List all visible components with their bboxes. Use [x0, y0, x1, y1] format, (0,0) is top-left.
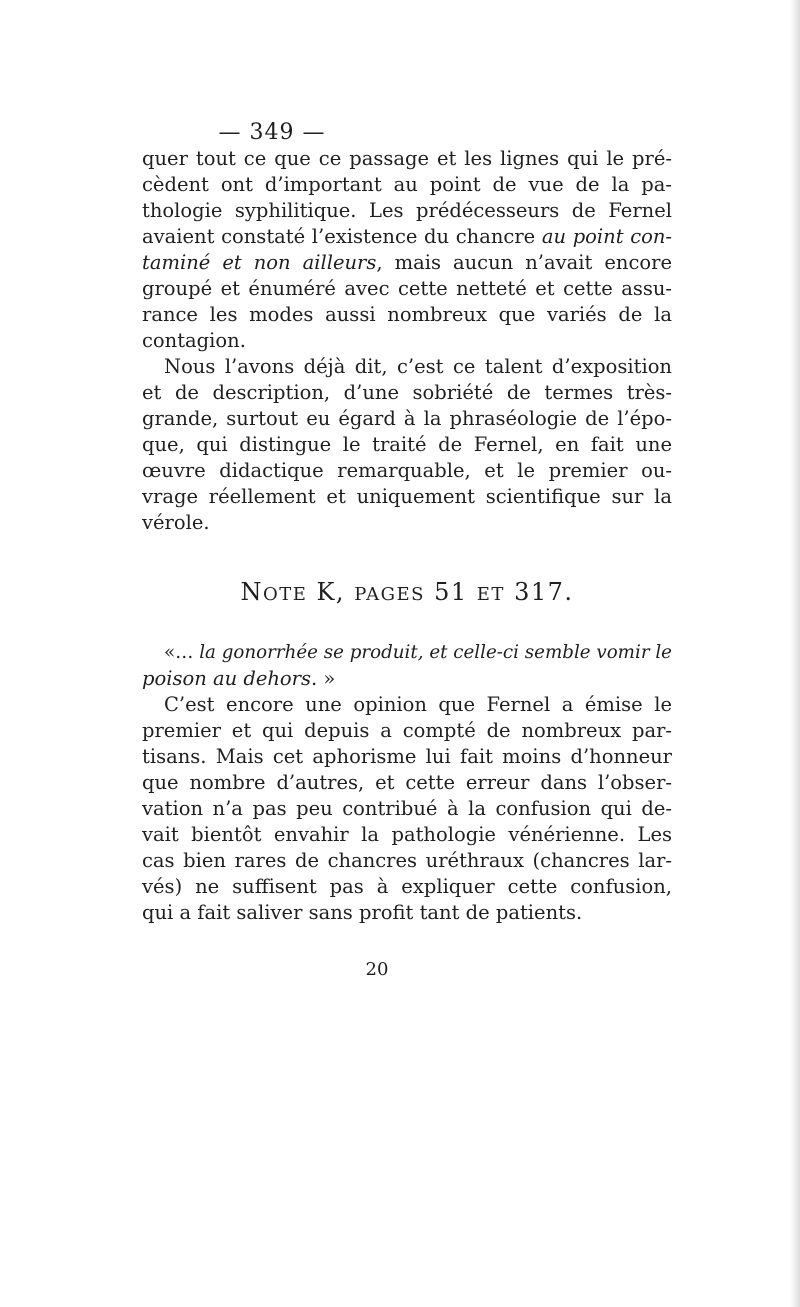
text-line: vérole.	[142, 511, 210, 534]
book-page	[142, 0, 672, 1307]
text-span: «…	[164, 642, 200, 663]
italic-span: la gonorrhée se produit, et celle-ci semble vomir le	[199, 642, 672, 663]
text-span: . »	[311, 667, 336, 690]
italic-span: au point con-	[541, 225, 673, 248]
page-edge-shadow	[790, 0, 800, 1307]
quote-line	[142, 666, 672, 692]
text-line: vait bientôt envahir la pathologie vénérienne. Les	[142, 823, 672, 846]
text-line	[142, 250, 672, 276]
section-heading	[142, 580, 672, 608]
heading-part: N	[240, 578, 263, 606]
text-line: et de description, d’une sobriété de termes très-	[142, 381, 672, 404]
signature-mark: 20	[365, 959, 389, 980]
text-span: avaient constaté l’existence du chancre	[142, 225, 536, 248]
heading-part: K,	[307, 578, 355, 606]
heading-part: 317.	[504, 578, 574, 606]
text-line: Nous l’avons déjà dit, c’est ce talent d’exposition	[164, 355, 672, 378]
text-line: C’est encore une opinion que Fernel a émise le	[164, 693, 672, 716]
text-line: cas bien rares de chancres uréthraux (chancres lar-	[142, 849, 672, 872]
italic-span: poison au dehors	[142, 667, 311, 690]
text-line: que nombre d’autres, et cette erreur dans l’obser-	[142, 771, 672, 794]
text-line: cèdent ont d’important au point de vue de la pa-	[142, 173, 672, 196]
heading-part: PAGES	[354, 584, 425, 605]
text-line: groupé et énuméré avec cette netteté et cette assu-	[142, 277, 672, 300]
text-line: que, qui distingue le traité de Fernel, en fait une	[142, 433, 672, 456]
page-number: — 349 —	[218, 120, 326, 145]
quote-line	[142, 640, 672, 666]
heading-part: 51	[425, 578, 477, 606]
text-line: grande, surtout eu égard à la phraséologie de l’épo-	[142, 407, 672, 430]
text-line: quer tout ce que ce passage et les lignes qui le pré-	[142, 147, 672, 170]
text-line: tisans. Mais cet aphorisme lui fait moins d’honneur	[142, 745, 672, 768]
text-line: qui a fait saliver sans profit tant de patients.	[142, 901, 583, 924]
text-line: vation n’a pas peu contribué à la confusion qui de-	[142, 797, 672, 820]
heading-part: ET	[476, 584, 505, 605]
text-span: , mais aucun n’avait encore	[376, 251, 672, 274]
text-line: vés) ne suffisent pas à expliquer cette confusion,	[142, 875, 672, 898]
text-line: premier et qui depuis a compté de nombreux par-	[142, 719, 672, 742]
text-line: vrage réellement et uniquement scientifique sur la	[142, 485, 672, 508]
text-line: rance les modes aussi nombreux que variés de la	[142, 303, 672, 326]
text-line: œuvre didactique remarquable, et le premier ou-	[142, 459, 672, 482]
italic-span: taminé et non ailleurs	[142, 251, 377, 274]
text-line: contagion.	[142, 329, 246, 352]
text-line: thologie syphilitique. Les prédécesseurs de Fernel	[142, 199, 672, 222]
text-line	[142, 224, 672, 250]
heading-part: OTE	[262, 584, 308, 605]
